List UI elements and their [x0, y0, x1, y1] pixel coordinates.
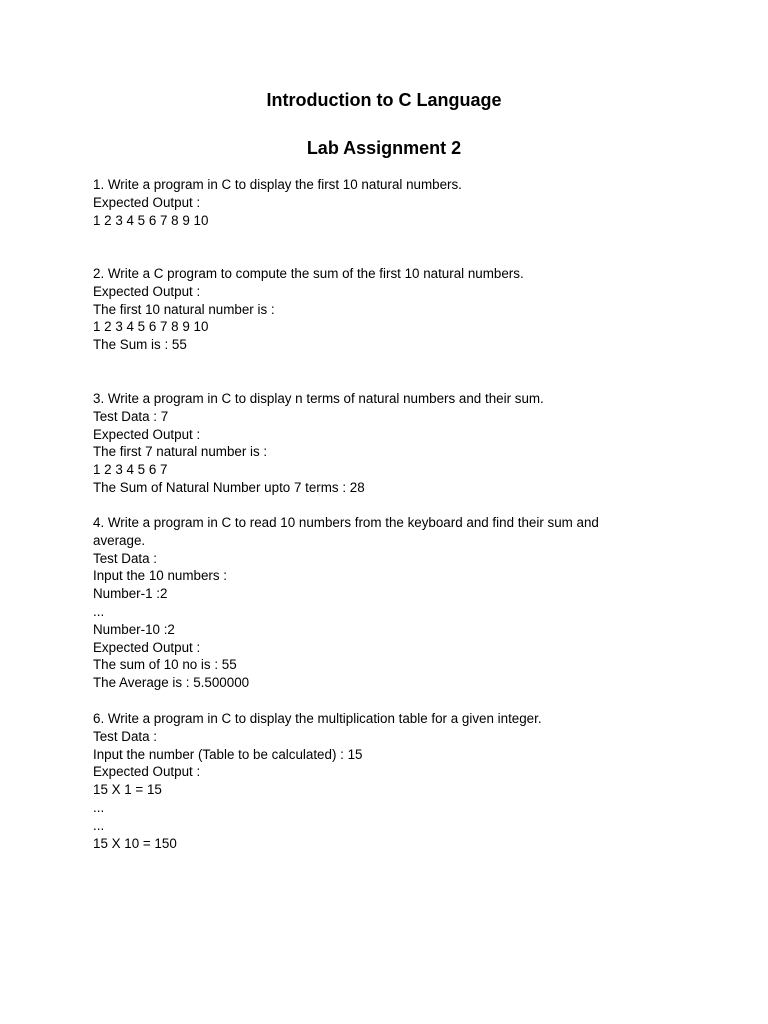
question-line: The first 10 natural number is : [93, 301, 275, 317]
question-line: 1. Write a program in C to display the first 10 natural numbers. [93, 177, 462, 192]
question-line: Number-10 :2 [93, 621, 175, 637]
question-line: 15 X 1 = 15 [93, 782, 162, 798]
question-line: 4. Write a program in C to read 10 numbers from the keyboard and find their sum and [93, 515, 599, 530]
document-subtitle: Lab Assignment 2 [306, 138, 462, 158]
question-line: 6. Write a program in C to display the multiplication table for a given integer. [93, 711, 542, 726]
question-1 [93, 176, 653, 229]
question-line: The Sum is : 55 [93, 337, 187, 353]
question-line: 3. Write a program in C to display n terms of natural numbers and their sum. [93, 391, 544, 406]
question-3 [93, 390, 653, 497]
question-6 [93, 710, 653, 852]
question-line: The Average is : 5.500000 [93, 675, 250, 691]
question-line: ... [93, 799, 105, 815]
question-line: The first 7 natural number is : [93, 444, 268, 460]
question-line: 1 2 3 4 5 6 7 8 9 10 [93, 212, 209, 228]
question-line: Input the 10 numbers : [93, 568, 227, 584]
question-line: average. [93, 532, 146, 548]
question-line: Test Data : 7 [93, 408, 169, 424]
question-line: 1 2 3 4 5 6 7 [93, 462, 168, 478]
question-line: Expected Output : [93, 639, 201, 655]
question-line: Input the number (Table to be calculated) : 15 [93, 746, 363, 762]
question-line: ... [93, 603, 105, 619]
question-line: Expected Output : [93, 764, 201, 780]
question-line: Expected Output : [93, 426, 201, 442]
question-line: Number-1 :2 [93, 586, 168, 602]
question-line: ... [93, 817, 105, 833]
question-line: 15 X 10 = 150 [93, 835, 177, 851]
question-line: The sum of 10 no is : 55 [93, 657, 237, 673]
document-title: Introduction to C Language [266, 90, 502, 110]
question-2 [93, 265, 653, 354]
question-line: 2. Write a C program to compute the sum of the first 10 natural numbers. [93, 266, 524, 281]
question-line: Expected Output : [93, 194, 201, 210]
question-line: Test Data : [93, 550, 158, 566]
question-4 [93, 514, 653, 692]
question-line: Expected Output : [93, 283, 201, 299]
question-line: The Sum of Natural Number upto 7 terms : 28 [93, 479, 365, 495]
question-line: 1 2 3 4 5 6 7 8 9 10 [93, 319, 209, 335]
question-line: Test Data : [93, 728, 158, 744]
